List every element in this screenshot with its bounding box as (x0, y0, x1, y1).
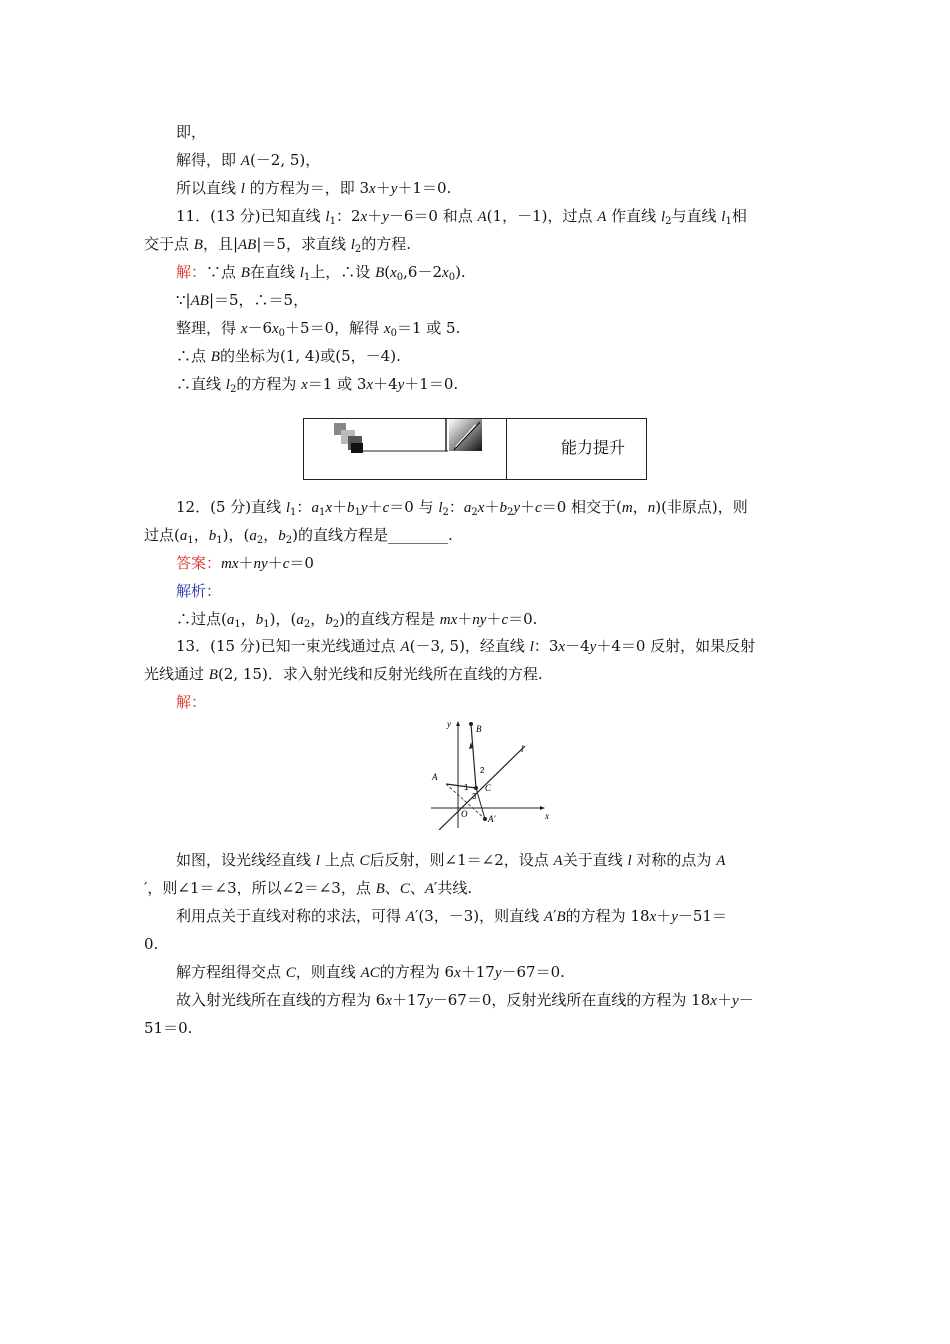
point-label-a-prime: A′ (488, 814, 496, 824)
point-label-c: C (485, 783, 492, 793)
question-11: 11．(13 分)已知直线 $l_1$：2x＋y－6＝0 和点 A(1，－1)，过点 A 作直线 $l_2$与直线 $l_1$相 (176, 207, 747, 227)
solution-13-line: 51＝0. (144, 1019, 193, 1037)
banner-decoration-icon (304, 419, 506, 479)
answer-12: 答案：mx＋ny＋c＝0 (176, 554, 314, 572)
text-line: 即， (176, 123, 207, 141)
answer-label: 答案： (176, 554, 222, 572)
section-banner (303, 418, 647, 480)
solution-label-13: 解： (176, 693, 207, 711)
question-12-cont: 过点($a_1$，$b_1$)，($a_2$，$b_2$)的直线方程是________. (144, 526, 453, 546)
angle-label-1: 1 (464, 783, 469, 792)
solution-13-line: ′，则∠1＝∠3，所以∠2＝∠3，点 B、C、A′共线. (144, 879, 473, 897)
solution-13-line: 故入射光线所在直线的方程为 6x＋17y－67＝0，反射光线所在直线的方程为 18x＋y－ (176, 991, 754, 1009)
line-label-l: l (521, 744, 524, 754)
analysis-12: ∴过点($a_1$，$b_1$)，($a_2$，$b_2$)的直线方程是 mx＋ny＋c＝0. (176, 610, 538, 630)
solution-13-line: 利用点关于直线对称的求法，可得 A′(3，－3)，则直线 A′B的方程为 18x＋y－51＝ (176, 907, 727, 925)
solution-label: 解： (176, 263, 207, 281)
question-13: 13．(15 分)已知一束光线通过点 A(－3, 5)，经直线 l：3x－4y＋4＝0 反射，如果反射 (176, 637, 756, 655)
axis-label-y: y (447, 719, 451, 729)
solution-11-line: ∵|AB|＝5，∴＝5， (176, 291, 309, 309)
angle-label-2: 2 (480, 766, 485, 775)
question-12: 12．(5 分)直线 $l_1$：$a_1x+b_1y+c=0$ 与 $l_2$：$a_2x+b_2y+c=0$ 相交于(m，n)(非原点)，则 (176, 498, 748, 518)
angle-label-3: 3 (472, 792, 477, 801)
solution-11-line: ∴点 B的坐标为(1, 4)或(5，－4). (176, 347, 401, 365)
question-13-cont: 光线通过 B(2, 15)．求入射光线和反射光线所在直线的方程. (144, 665, 543, 683)
origin-label: O (461, 809, 468, 819)
solution-11-line: 解：∵点 B在直线 $l_1$上，∴设 $B(x_0,6-2x_0)$. (176, 263, 466, 283)
point-label-a: A (432, 772, 438, 782)
solution-11-line: ∴直线 $l_2$的方程为 x＝1 或 3x＋4y＋1＝0. (176, 375, 459, 395)
section-title: 能力提升 (561, 438, 626, 457)
solution-13-line: 解方程组得交点 C，则直线 AC的方程为 6x＋17y－67＝0. (176, 963, 565, 981)
axis-label-x: x (545, 811, 549, 821)
question-11-cont: 交于点 B，且|AB|＝5，求直线 $l_2$的方程. (144, 235, 412, 255)
banner-divider (506, 419, 507, 479)
reflection-diagram (425, 716, 555, 830)
text-line: 所以直线 l 的方程为＝，即 3x＋y＋1＝0. (176, 179, 452, 197)
text-line: 解得，即 A(－2, 5)， (176, 151, 321, 169)
analysis-label-12: 解析： (176, 582, 222, 600)
solution-13-line: 如图，设光线经直线 l 上点 C后反射，则∠1＝∠2，设点 A关于直线 l 对称的点为 A (176, 851, 726, 869)
solution-13-line: 0. (144, 935, 159, 953)
solution-11-line: 整理，得 $x-6x_0+5=0$，解得 $x_0=1$ 或 5. (176, 319, 461, 339)
point-label-b: B (476, 724, 482, 734)
